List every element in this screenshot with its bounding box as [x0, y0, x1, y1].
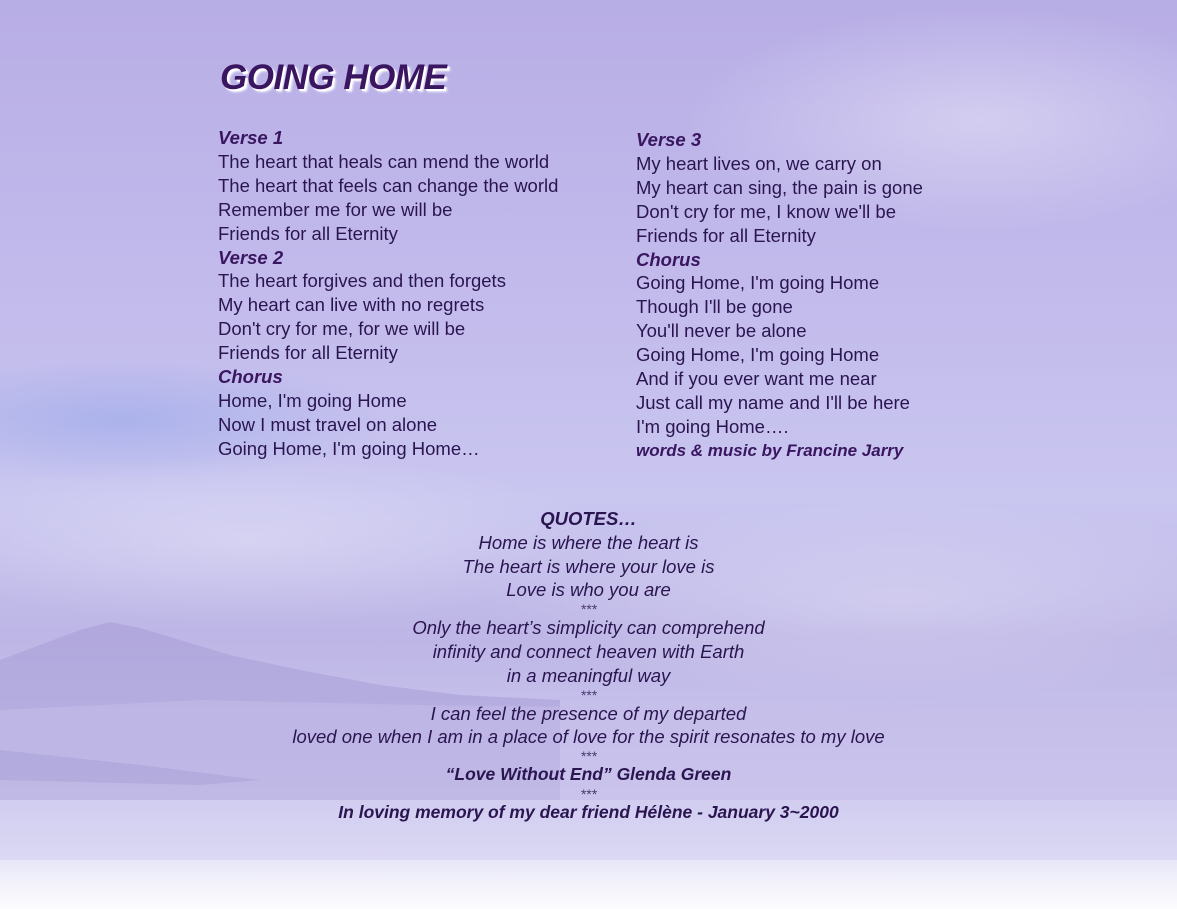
lyric-line: The heart that heals can mend the world [218, 150, 550, 172]
quote-line: Home is where the heart is [478, 531, 699, 553]
song-credit: words & music by Francine Jarry [636, 440, 904, 460]
lyric-line: Home, I'm going Home [218, 389, 407, 411]
quote-separator: *** [580, 785, 597, 802]
quote-separator: *** [580, 601, 597, 618]
lyric-line: Friends for all Eternity [218, 222, 398, 244]
quotes-section [0, 507, 1177, 825]
quote-line: Only the heart’s simplicity can comprehend [412, 617, 765, 639]
section-heading: Verse 1 [218, 127, 284, 148]
lyric-line: My heart can sing, the pain is gone [636, 176, 923, 198]
lyric-line: Going Home, I'm going Home [636, 272, 880, 294]
lyric-line: Going Home, I'm going Home [636, 344, 880, 366]
quote-separator: *** [580, 748, 597, 765]
lyric-line: Friends for all Eternity [636, 224, 816, 246]
lyric-line: Don't cry for me, I know we'll be [636, 200, 896, 222]
lyric-line: Just call my name and I'll be here [636, 391, 910, 413]
quote-line: infinity and connect heaven with Earth [432, 640, 745, 662]
lyric-line: My heart lives on, we carry on [636, 152, 882, 174]
section-heading: Verse 2 [218, 246, 284, 268]
lyric-line: You'll never be alone [636, 320, 807, 342]
lyric-line: The heart that feels can change the world [218, 174, 559, 196]
horizon-haze [0, 860, 1177, 909]
lyric-line: My heart can live with no regrets [218, 294, 485, 316]
lyric-line: Though I'll be gone [636, 296, 793, 318]
quotes-heading: QUOTES… [540, 508, 637, 529]
lyric-line: Remember me for we will be [218, 198, 453, 220]
page-title: GOING HOME [220, 58, 447, 97]
lyric-line: I'm going Home…. [636, 415, 789, 437]
lyric-line: Going Home, I'm going Home… [218, 437, 480, 459]
section-heading: Chorus [636, 248, 701, 270]
quote-line: Love is who you are [506, 579, 671, 601]
quote-line: in a meaningful way [506, 664, 671, 686]
lyric-line: Friends for all Eternity [218, 342, 398, 364]
lyric-line: Now I must travel on alone [218, 413, 438, 435]
quote-source: “Love Without End” Glenda Green [445, 764, 732, 785]
lyric-line: And if you ever want me near [636, 368, 877, 390]
lyrics-right-column [636, 128, 1056, 463]
quote-separator: *** [580, 686, 597, 703]
lyric-line: The heart forgives and then forgets [218, 270, 506, 292]
quote-line: The heart is where your love is [462, 555, 715, 577]
quote-line: I can feel the presence of my departed [430, 702, 747, 724]
quote-line: loved one when I am in a place of love for the spirit resonates to my love [292, 726, 885, 748]
section-heading: Verse 3 [636, 129, 702, 150]
lyric-line: Don't cry for me, for we will be [218, 318, 466, 340]
memorial-dedication: In loving memory of my dear friend Hélène - January 3~2000 [338, 801, 839, 822]
section-heading: Chorus [218, 366, 283, 388]
lyrics-left-column [218, 126, 638, 461]
